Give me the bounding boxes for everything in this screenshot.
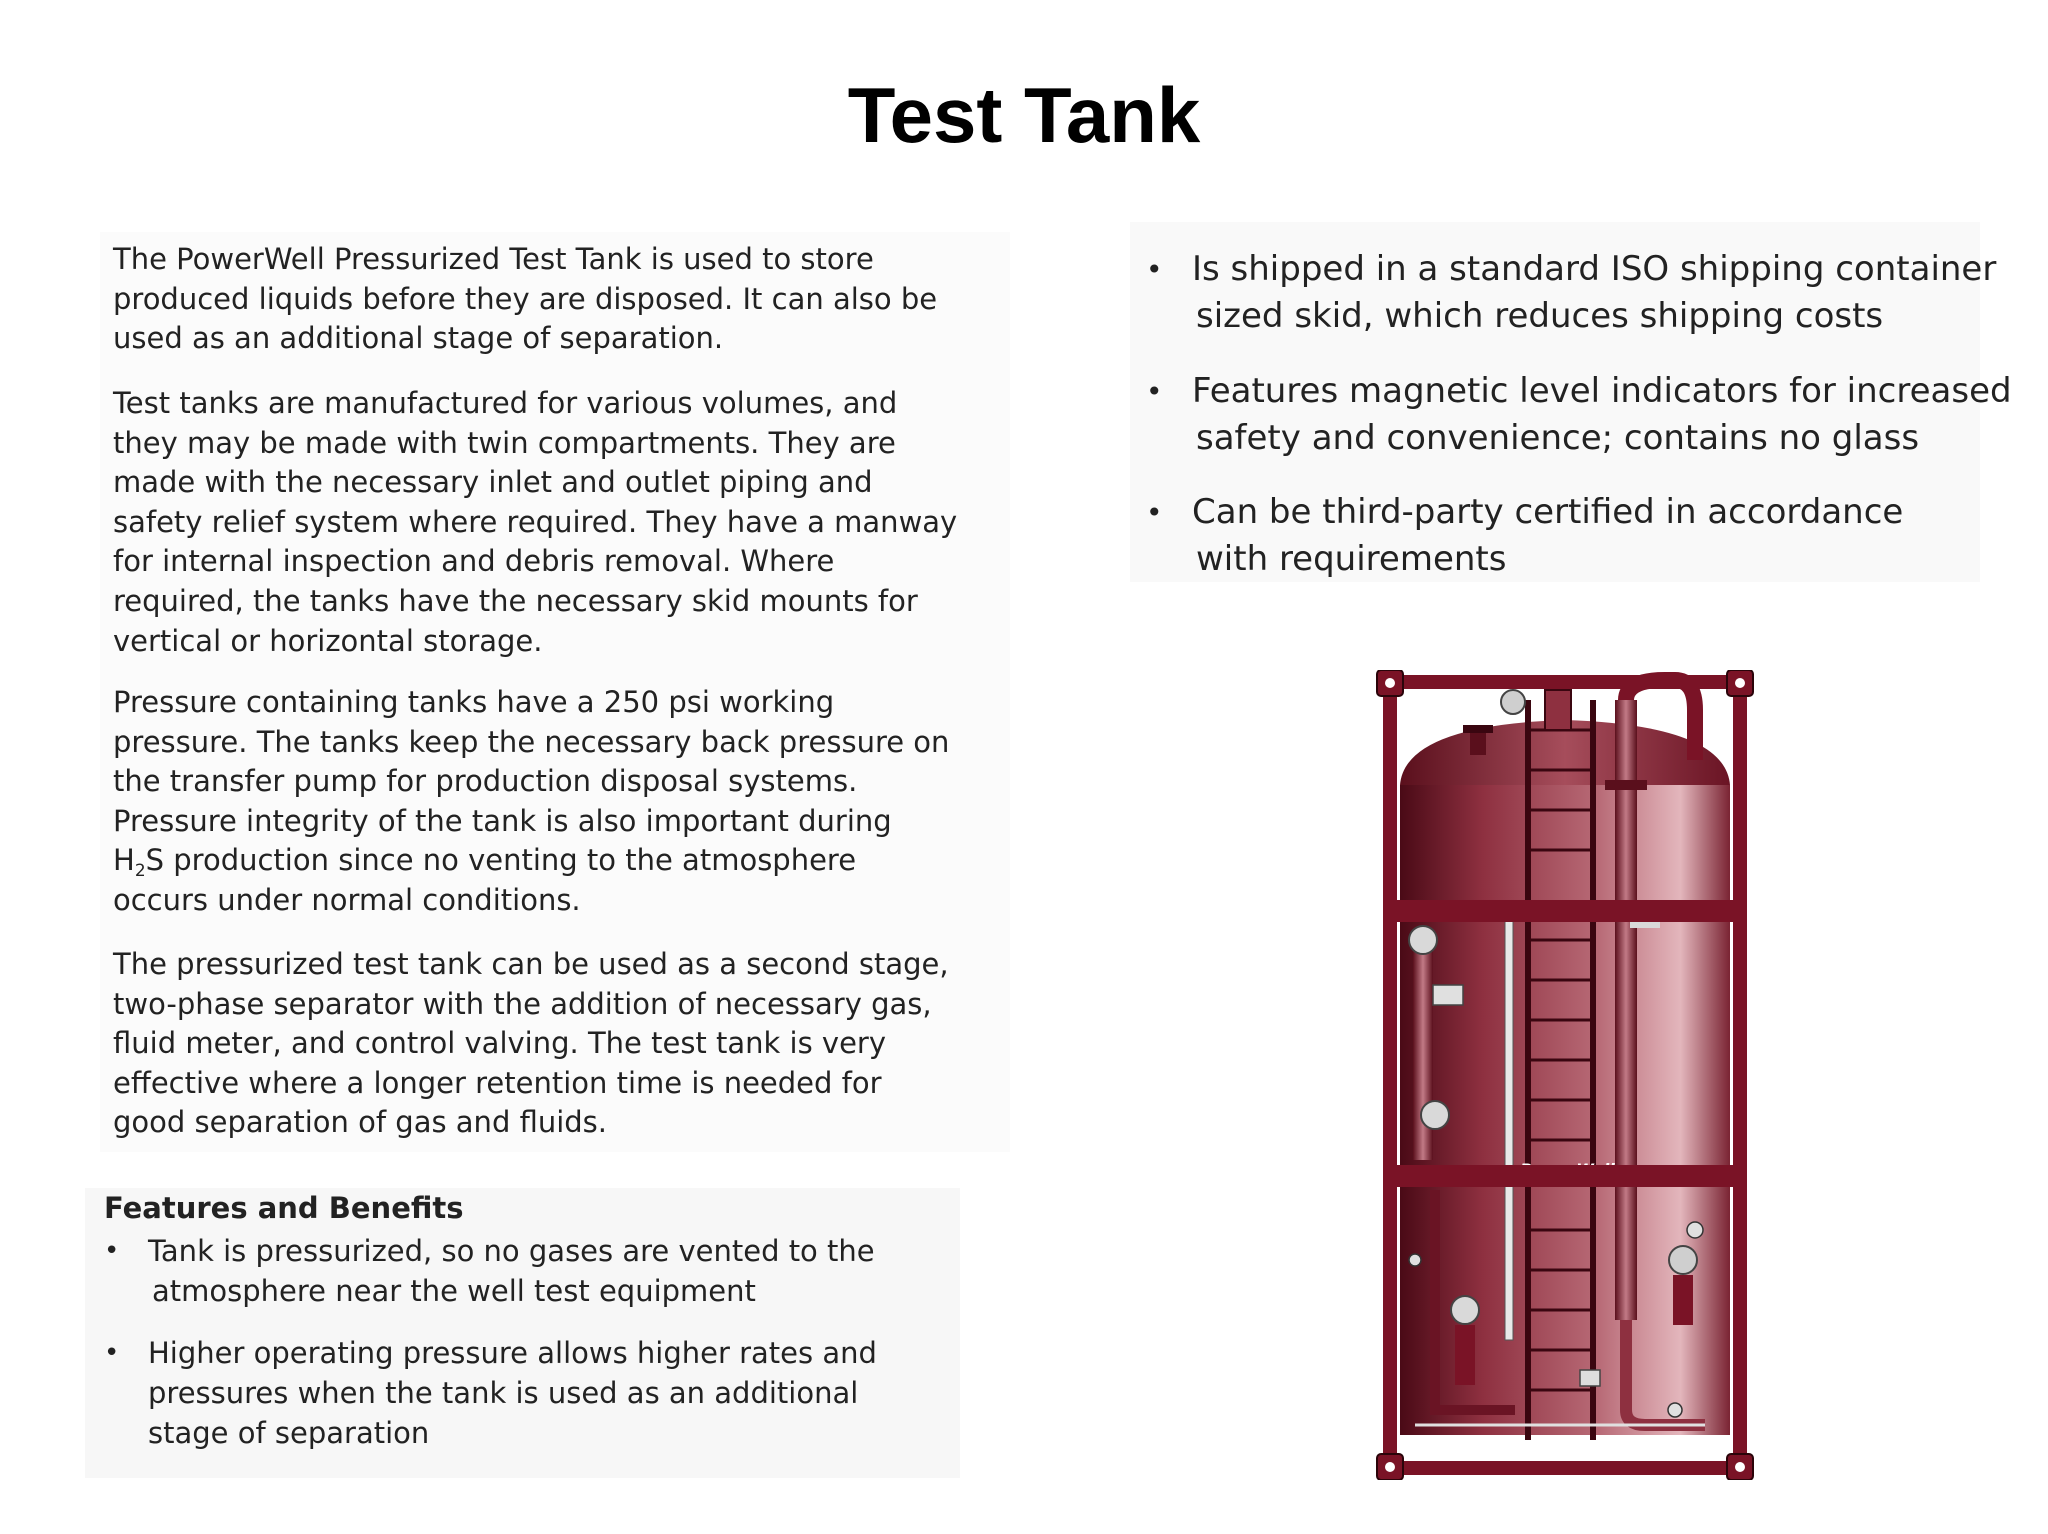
manufacturing-paragraph: [113, 384, 1013, 661]
text-line: used as an additional stage of separation.: [113, 321, 724, 356]
text-line: the transfer pump for production disposal systems.: [113, 764, 858, 799]
text-line: pressures when the tank is used as an additional: [148, 1376, 859, 1410]
tank-body: [1400, 785, 1730, 1435]
text-line: occurs under normal conditions.: [113, 882, 581, 917]
text-line: atmosphere near the well test equipment: [152, 1274, 756, 1308]
text-line: Tank is pressurized, so no gases are vented to the: [148, 1234, 875, 1268]
vertical-pipe: [1615, 700, 1637, 1320]
text-line: pressure. The tanks keep the necessary back pressure on: [113, 724, 950, 759]
text-line: with requirements: [1196, 539, 1507, 579]
level-indicator: [1505, 920, 1513, 1340]
text-line: Features magnetic level indicators for increased: [1192, 371, 2012, 411]
text-line: made with the necessary inlet and outlet piping and: [113, 465, 873, 500]
text-line: stage of separation: [148, 1416, 430, 1450]
bullet-icon: •: [104, 1236, 120, 1266]
pressure-paragraph: [113, 683, 1013, 921]
text-line: Pressure integrity of the tank is also important during: [113, 803, 892, 838]
text-line: they may be made with twin compartments. They are: [113, 425, 896, 460]
text-line: sized skid, which reduces shipping costs: [1196, 296, 1884, 336]
text-line: Can be third-party certified in accordance: [1192, 492, 1904, 532]
text-line: Higher operating pressure allows higher rates and: [148, 1336, 877, 1370]
bullet-icon: •: [1146, 375, 1163, 408]
features-heading: Features and Benefits: [104, 1191, 464, 1225]
separator-paragraph: [113, 945, 1013, 1143]
bullet-icon: •: [1146, 496, 1163, 529]
text-line: two-phase separator with the addition of necessary gas,: [113, 986, 932, 1021]
text-line: required, the tanks have the necessary skid mounts for: [113, 583, 918, 618]
text-line: The pressurized test tank can be used as a second stage,: [113, 947, 949, 981]
text-line: Is shipped in a standard ISO shipping container: [1192, 249, 1997, 289]
page-title: Test Tank: [847, 71, 1201, 159]
test-tank-illustration: [1375, 670, 1755, 1480]
h2s-line: $H_2S$ production since no venting to the atmosphere: [113, 843, 857, 882]
text-line: good separation of gas and fluids.: [113, 1105, 608, 1140]
text-line: vertical or horizontal storage.: [113, 623, 543, 658]
text-line: Pressure containing tanks have a 250 psi working: [113, 685, 835, 719]
intro-paragraph: [113, 240, 1013, 359]
text-line: safety and convenience; contains no glass: [1196, 418, 1920, 458]
bullet-icon: •: [104, 1338, 120, 1368]
text-line: fluid meter, and control valving. The test tank is very: [113, 1026, 887, 1061]
text-line: for internal inspection and debris removal. Where: [113, 544, 835, 579]
text-line: Test tanks are manufactured for various volumes, and: [113, 386, 898, 420]
text-line: produced liquids before they are disposed. It can also be: [113, 281, 938, 316]
text-line: safety relief system where required. They have a manway: [113, 504, 958, 539]
text-line: The PowerWell Pressurized Test Tank is used to store: [113, 242, 874, 276]
text-line: effective where a longer retention time is needed for: [113, 1065, 882, 1100]
bullet-icon: •: [1146, 253, 1163, 286]
